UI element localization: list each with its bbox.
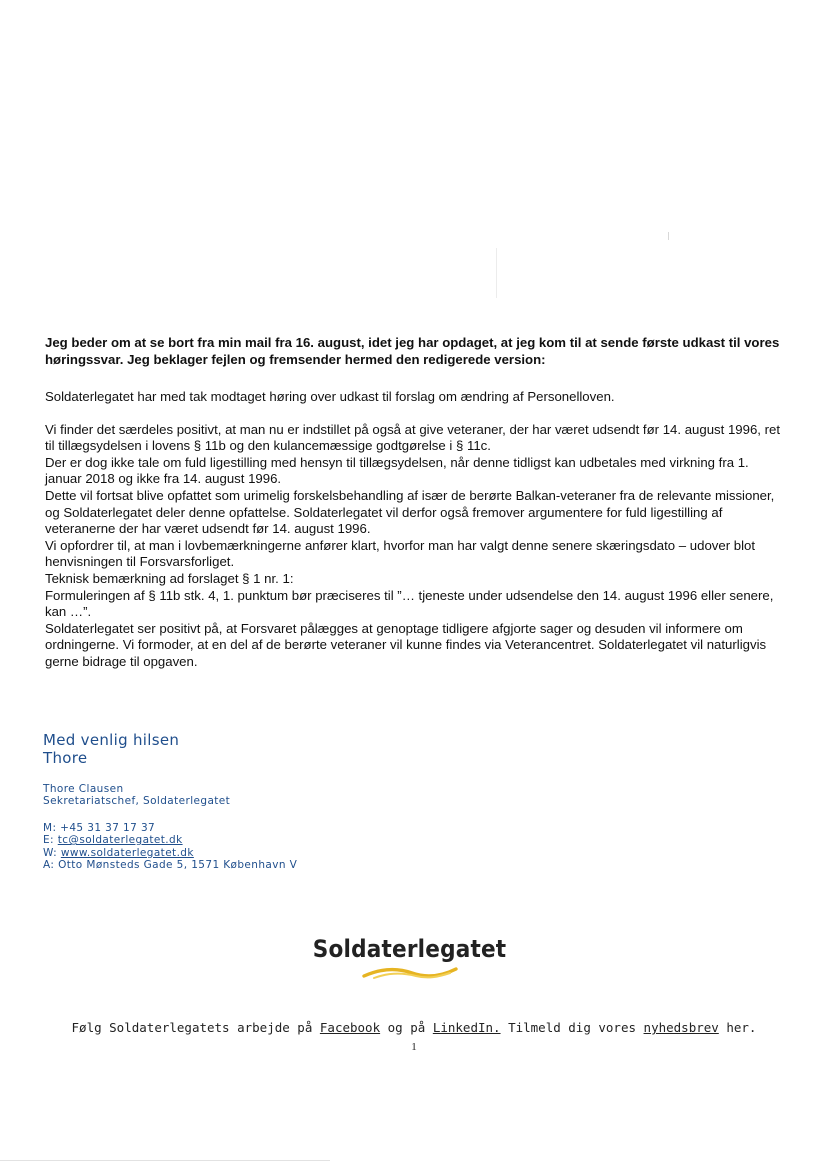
logo-wave-icon — [360, 965, 460, 981]
paragraph-discrimination: Dette vil fortsat blive opfattet som urimelig forskelsbehandling af især de berørte Balkan-veteraner fra de relevante missioner, og Soldaterlegatet deler denne opfattelse. Soldaterlegatet vil derfor også fremover argumentere for fuld ligestilling af veteranerne der har været udsendt før 14. august 1996. — [45, 487, 775, 537]
paragraph-conclusion: Soldaterlegatet ser positivt på, at Forsvaret pålægges at genoptage tidligere afgjorte sager og desuden vil informere om ordningerne. Vi formoder, at en del af de berørte veteraner vil kunne findes via Veterancentret. Soldaterlegatet vil naturligvis gerne bidrage til opgaven. — [45, 620, 767, 669]
signer-title: Sekretariatschef, Soldaterlegatet — [43, 795, 231, 808]
address-label: A: — [43, 859, 55, 872]
soldaterlegatet-logo — [300, 935, 520, 981]
linkedin-link[interactable]: LinkedIn. — [432, 1020, 501, 1035]
follow-prefix: Følg Soldaterlegatets arbejde på — [71, 1020, 313, 1035]
newsletter-link[interactable]: nyhedsbrev — [643, 1020, 719, 1035]
web-label: W: — [43, 846, 58, 859]
scan-mark — [496, 248, 497, 298]
follow-her: her. — [726, 1020, 757, 1035]
page-number: 1 — [411, 1041, 417, 1053]
greeting: Med venlig hilsen — [43, 731, 180, 749]
follow-og-pa: og på — [387, 1020, 426, 1035]
mobile-line — [43, 822, 297, 834]
paragraph-positive: Vi finder det særdeles positivt, at man nu er indstillet på også at give veteraner, der har været udsendt før 14. august 1996, ret til tillægsydelsen i lovens § 11b og den kulancemæssige godtgørelse i § 11c. — [45, 421, 781, 454]
paragraph-technical-heading: Teknisk bemærkning ad forslaget § 1 nr. 1: — [45, 570, 294, 586]
mobile-number: +45 31 37 17 37 — [60, 821, 156, 834]
intro-text: Jeg beder om at se bort fra min mail fra 16. august, idet jeg har opdaget, at jeg kom til at sende første udkast til vores høringssvar. Jeg beklager fejlen og fremsender hermed den redigerede version: — [45, 335, 780, 367]
email-link[interactable]: tc@soldaterlegatet.dk — [57, 834, 183, 847]
paragraph-request: Vi opfordrer til, at man i lovbemærkningerne anfører klart, hvorfor man har valgt denne senere skæringsdato – udover blot henvisningen til Forsvarsforliget. — [45, 537, 756, 570]
signer-first-name: Thore — [43, 749, 88, 767]
email-signature — [43, 731, 297, 871]
email-line — [43, 834, 297, 846]
scan-mark — [668, 232, 669, 240]
address-text: Otto Mønsteds Gade 5, 1571 København V — [58, 859, 298, 872]
paragraph-no-equality: Der er dog ikke tale om fuld ligestilling med hensyn til tillægsydelsen, når denne tidligst kan udbetales med virkning fra 1. januar 2018 og ikke fra 14. august 1996. — [45, 454, 749, 487]
signer-full-name: Thore Clausen — [43, 783, 124, 795]
address-line — [43, 859, 297, 871]
logo-text: Soldaterlegatet — [313, 935, 507, 963]
email-label: E: — [43, 834, 54, 847]
facebook-link[interactable]: Facebook — [319, 1020, 381, 1035]
paragraph-technical-text: Formuleringen af § 11b stk. 4, 1. punktum bør præciseres til ”… tjeneste under udsendelse den 14. august 1996 eller senere, kan …”. — [45, 587, 774, 620]
web-line — [43, 847, 297, 859]
paragraph-receipt: Soldaterlegatet har med tak modtaget høring over udkast til forslag om ændring af Personelloven. — [45, 389, 615, 404]
letter-body — [45, 389, 780, 671]
footer-follow-line — [0, 1020, 828, 1035]
follow-tilmeld: Tilmeld dig vores — [508, 1020, 637, 1035]
website-link[interactable]: www.soldaterlegatet.dk — [60, 846, 194, 859]
mobile-label: M: — [43, 821, 57, 834]
scan-mark — [0, 1160, 330, 1161]
intro-block — [45, 335, 780, 368]
